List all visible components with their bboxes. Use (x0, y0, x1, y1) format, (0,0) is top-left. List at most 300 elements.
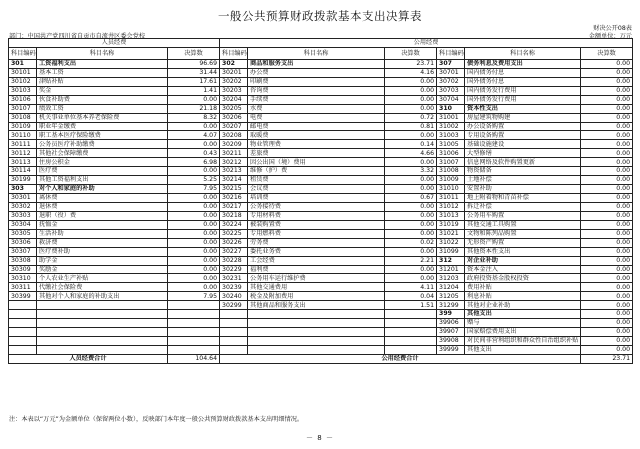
cell-code: 31006 (437, 149, 465, 158)
cell-name: 资本金注入 (465, 265, 581, 274)
table-row (9, 68, 633, 77)
cell-name: 公务用车运行维护费 (248, 274, 385, 283)
cell-amount: 0.00 (385, 211, 437, 220)
cell-amount: 0.00 (581, 220, 633, 229)
cell-name (248, 337, 385, 346)
cell-name: 职业年金缴费 (37, 122, 168, 131)
cell-code: 30310 (9, 274, 37, 283)
cell-code: 30216 (220, 194, 248, 203)
cell-code: 30311 (9, 283, 37, 292)
cell-code: 31003 (437, 131, 465, 140)
table-body (9, 59, 633, 354)
table-row (9, 319, 633, 328)
table-row (9, 86, 633, 95)
cell-code: 30304 (9, 220, 37, 229)
cell-code: 30106 (9, 95, 37, 104)
cell-amount (385, 328, 437, 337)
cell-name: 商品和服务支出 (248, 59, 385, 68)
cell-amount: 6.98 (168, 158, 220, 167)
form-number: 财决公开08表 (593, 25, 632, 32)
cell-amount (168, 328, 220, 337)
cell-name: 办公费 (248, 68, 385, 77)
cell-amount: 0.00 (581, 310, 633, 319)
cell-amount (168, 310, 220, 319)
cell-name: 税金及附加费用 (248, 292, 385, 301)
cell-name: 代缴社会保险费 (37, 283, 168, 292)
cell-name (37, 345, 168, 354)
cell-code: 39906 (437, 319, 465, 328)
cell-code: 30110 (9, 131, 37, 140)
cell-name: 赠与 (465, 319, 581, 328)
cell-amount: 4.07 (168, 131, 220, 140)
cell-code: 31204 (437, 283, 465, 292)
cell-code: 30202 (220, 77, 248, 86)
cell-code: 30212 (220, 158, 248, 167)
cell-name: 其他对企业补助 (465, 301, 581, 310)
cell-name: 委托业务费 (248, 247, 385, 256)
cell-name (248, 328, 385, 337)
cell-amount: 0.00 (385, 95, 437, 104)
cell-name: 利息补贴 (465, 292, 581, 301)
cell-code: 30111 (9, 140, 37, 149)
cell-amount: 0.00 (385, 185, 437, 194)
cell-code: 307 (437, 59, 465, 68)
cell-name: 其他支出 (465, 310, 581, 319)
cell-code: 31205 (437, 292, 465, 301)
cell-name: 绩效工资 (37, 104, 168, 113)
cell-code: 31099 (437, 247, 465, 256)
report-title: 一般公共预算财政拨款基本支出决算表 (218, 9, 422, 23)
public-total-label: 公用经费合计 (220, 354, 581, 363)
cell-name: 其他商品和服务支出 (248, 301, 385, 310)
cell-name: 专用燃料费 (248, 229, 385, 238)
table-row (9, 345, 633, 354)
cell-name: 国外债务付息 (465, 77, 581, 86)
table-row (9, 229, 633, 238)
cell-amount: 0.04 (385, 292, 437, 301)
cell-amount: 0.00 (581, 202, 633, 211)
cell-amount: 0.00 (581, 77, 633, 86)
cell-code (220, 328, 248, 337)
cell-code (9, 345, 37, 354)
cell-code: 30239 (220, 283, 248, 292)
personnel-total-value: 104.64 (168, 354, 220, 363)
cell-name: 工会经费 (248, 256, 385, 265)
public-total-value: 23.71 (581, 354, 633, 363)
table-row (9, 131, 633, 140)
table-row (9, 283, 633, 292)
amount-header: 决算数 (168, 47, 220, 59)
cell-code: 30199 (9, 176, 37, 185)
cell-name: 公务员医疗补助缴费 (37, 140, 168, 149)
cell-amount: 0.00 (581, 283, 633, 292)
cell-code: 31009 (437, 176, 465, 185)
cell-code: 30114 (9, 167, 37, 176)
cell-amount: 21.18 (168, 104, 220, 113)
cell-code: 30204 (220, 95, 248, 104)
table-row (9, 337, 633, 346)
cell-code (220, 337, 248, 346)
cell-code: 30701 (437, 68, 465, 77)
cell-code: 30205 (220, 104, 248, 113)
cell-amount: 0.00 (581, 194, 633, 203)
cell-name: 基础设施建设 (465, 140, 581, 149)
cell-code: 31299 (437, 301, 465, 310)
cell-amount: 0.00 (168, 283, 220, 292)
cell-amount: 0.00 (581, 328, 633, 337)
cell-amount: 4.66 (385, 149, 437, 158)
cell-amount: 0.00 (581, 104, 633, 113)
cell-name: 其他工资福利支出 (37, 176, 168, 185)
cell-code: 39999 (437, 345, 465, 354)
cell-name: 个人农业生产补贴 (37, 274, 168, 283)
cell-amount: 7.95 (168, 185, 220, 194)
cell-amount: 0.00 (581, 140, 633, 149)
cell-code: 31001 (437, 113, 465, 122)
cell-name: 大型修缮 (465, 149, 581, 158)
cell-name: 对个人和家庭的补助 (37, 185, 168, 194)
cell-name: 租赁费 (248, 176, 385, 185)
cell-code: 30218 (220, 211, 248, 220)
cell-name: 其他对个人和家庭的补助支出 (37, 292, 168, 301)
cell-code (9, 328, 37, 337)
cell-amount: 0.00 (385, 77, 437, 86)
cell-code: 30112 (9, 149, 37, 158)
cell-code: 30299 (220, 301, 248, 310)
cell-amount: 0.00 (581, 247, 633, 256)
cell-name: 物业管理费 (248, 140, 385, 149)
table-row (9, 220, 633, 229)
cell-amount: 0.00 (168, 211, 220, 220)
cell-name: 债务利息及费用支出 (465, 59, 581, 68)
cell-amount: 0.00 (581, 337, 633, 346)
cell-code: 31008 (437, 167, 465, 176)
cell-name: 其他支出 (465, 345, 581, 354)
cell-amount: 0.00 (581, 122, 633, 131)
cell-amount: 0.00 (385, 131, 437, 140)
cell-amount: 0.00 (581, 185, 633, 194)
cell-amount: 0.00 (168, 122, 220, 131)
cell-name: 差旅费 (248, 149, 385, 158)
cell-name: 土地补偿 (465, 176, 581, 185)
cell-code: 30108 (9, 113, 37, 122)
amount-header: 决算数 (385, 47, 437, 59)
cell-amount (168, 337, 220, 346)
table-row (9, 59, 633, 68)
cell-amount: 0.00 (385, 265, 437, 274)
cell-code: 312 (437, 256, 465, 265)
table-row (9, 176, 633, 185)
code-header: 科目编码 (9, 47, 37, 59)
cell-name: 专用设备购置 (465, 131, 581, 140)
cell-code: 39908 (437, 337, 465, 346)
cell-amount (168, 301, 220, 310)
cell-code: 30101 (9, 68, 37, 77)
cell-amount: 0.00 (168, 167, 220, 176)
table-row (9, 122, 633, 131)
cell-code: 30225 (220, 229, 248, 238)
cell-code: 31012 (437, 202, 465, 211)
cell-code: 31005 (437, 140, 465, 149)
table-row (9, 328, 633, 337)
cell-name: 福利费 (248, 265, 385, 274)
cell-amount: 17.61 (168, 77, 220, 86)
cell-code: 30213 (220, 167, 248, 176)
table-row (9, 77, 633, 86)
cell-name: 公务用车购置 (465, 211, 581, 220)
code-header: 科目编码 (220, 47, 248, 59)
cell-name (37, 337, 168, 346)
cell-amount: 23.71 (385, 59, 437, 68)
cell-code: 30207 (220, 122, 248, 131)
cell-name: 专用材料费 (248, 211, 385, 220)
cell-name: 对企业补助 (465, 256, 581, 265)
cell-amount (168, 319, 220, 328)
cell-name: 劳务费 (248, 238, 385, 247)
cell-amount: 0.00 (168, 274, 220, 283)
cell-code: 30214 (220, 176, 248, 185)
cell-amount (168, 345, 220, 354)
cell-name: 职工基本医疗保险缴费 (37, 131, 168, 140)
cell-code (220, 345, 248, 354)
cell-code: 30301 (9, 194, 37, 203)
cell-name: 抚恤金 (37, 220, 168, 229)
cell-name: 离休费 (37, 194, 168, 203)
cell-code (220, 319, 248, 328)
cell-amount: 0.00 (581, 211, 633, 220)
cell-code: 30226 (220, 238, 248, 247)
cell-code: 31011 (437, 194, 465, 203)
cell-name: 水费 (248, 104, 385, 113)
amount-header: 决算数 (581, 47, 633, 59)
cell-amount: 0.00 (581, 256, 633, 265)
cell-code: 31021 (437, 229, 465, 238)
cell-amount: 0.00 (581, 113, 633, 122)
cell-name: 医疗费补助 (37, 247, 168, 256)
cell-code: 30231 (220, 274, 248, 283)
cell-code (9, 337, 37, 346)
cell-code: 399 (437, 310, 465, 319)
table-row (9, 185, 633, 194)
cell-amount: 0.43 (168, 149, 220, 158)
cell-amount: 0.00 (581, 238, 633, 247)
cell-amount: 0.00 (168, 220, 220, 229)
cell-code: 30240 (220, 292, 248, 301)
cell-code: 31203 (437, 274, 465, 283)
cell-amount: 0.00 (581, 131, 633, 140)
cell-name: 其他交通费用 (248, 283, 385, 292)
cell-amount: 0.00 (385, 274, 437, 283)
cell-amount: 3.32 (385, 167, 437, 176)
cell-code: 302 (220, 59, 248, 68)
table-row (9, 140, 633, 149)
cell-name: 公务接待费 (248, 202, 385, 211)
cell-amount: 0.00 (581, 292, 633, 301)
cell-code: 31002 (437, 122, 465, 131)
cell-amount: 0.00 (385, 247, 437, 256)
cell-amount: 0.00 (581, 176, 633, 185)
expenditure-table (8, 38, 633, 364)
cell-amount: 0.00 (581, 301, 633, 310)
cell-code: 30109 (9, 122, 37, 131)
cell-code: 310 (437, 104, 465, 113)
cell-code: 31019 (437, 220, 465, 229)
public-section-header: 公用经费 (220, 39, 633, 48)
cell-code: 30201 (220, 68, 248, 77)
cell-amount: 0.81 (385, 122, 437, 131)
cell-amount: 8.32 (168, 113, 220, 122)
cell-amount: 0.00 (168, 247, 220, 256)
cell-name: 信息网络及软件购置更新 (465, 158, 581, 167)
cell-amount: 0.00 (581, 274, 633, 283)
cell-name (37, 319, 168, 328)
cell-amount: 0.00 (385, 158, 437, 167)
cell-name (37, 301, 168, 310)
cell-code: 30703 (437, 86, 465, 95)
cell-name: 资本性支出 (465, 104, 581, 113)
cell-code (9, 310, 37, 319)
cell-code: 30211 (220, 149, 248, 158)
cell-code: 30704 (437, 95, 465, 104)
cell-amount: 31.44 (168, 68, 220, 77)
cell-amount (385, 319, 437, 328)
cell-name: 奖金 (37, 86, 168, 95)
cell-code: 30306 (9, 238, 37, 247)
cell-amount: 0.00 (385, 220, 437, 229)
cell-name: 手续费 (248, 95, 385, 104)
cell-name: 安置补助 (465, 185, 581, 194)
cell-amount: 0.00 (385, 104, 437, 113)
cell-code: 30305 (9, 229, 37, 238)
table-row (9, 202, 633, 211)
table-row (9, 113, 633, 122)
cell-name: 取暖费 (248, 131, 385, 140)
cell-amount: 0.00 (581, 229, 633, 238)
cell-name: 拆迁补偿 (465, 202, 581, 211)
cell-name: 助学金 (37, 256, 168, 265)
cell-code: 30206 (220, 113, 248, 122)
cell-amount (385, 337, 437, 346)
table-row (9, 158, 633, 167)
cell-name: 其他交通工具购置 (465, 220, 581, 229)
name-header: 科目名称 (465, 47, 581, 59)
cell-name: 对民间非营利组织和群众性自治组织补贴 (465, 337, 581, 346)
cell-name: 救济费 (37, 238, 168, 247)
cell-amount: 0.00 (581, 59, 633, 68)
department-label: 部门：中国共产党四川省自贡市自流井区委会党校 (9, 33, 146, 40)
cell-name: 奖励金 (37, 265, 168, 274)
cell-name: 退休费 (37, 202, 168, 211)
table-row (9, 95, 633, 104)
cell-name: 伙食补助费 (37, 95, 168, 104)
cell-code (9, 319, 37, 328)
unit-label: 金额单位：万元 (588, 33, 632, 40)
cell-amount: 0.00 (168, 256, 220, 265)
cell-name: 被装购置费 (248, 220, 385, 229)
cell-name: 培训费 (248, 194, 385, 203)
cell-code: 31022 (437, 238, 465, 247)
cell-name (248, 310, 385, 319)
table-row (9, 167, 633, 176)
table-row (9, 238, 633, 247)
cell-amount: 5.25 (168, 176, 220, 185)
cell-name: 基本工资 (37, 68, 168, 77)
cell-amount: 0.00 (581, 149, 633, 158)
cell-code: 30227 (220, 247, 248, 256)
cell-amount: 1.51 (385, 301, 437, 310)
cell-name: 房屋建筑物购建 (465, 113, 581, 122)
cell-amount: 0.00 (168, 194, 220, 203)
cell-code: 30702 (437, 77, 465, 86)
cell-amount: 0.00 (581, 319, 633, 328)
cell-amount: 0.00 (581, 345, 633, 354)
cell-code (220, 310, 248, 319)
table-row (9, 301, 633, 310)
cell-name: 政府投资基金股权投资 (465, 274, 581, 283)
cell-name: 住房公积金 (37, 158, 168, 167)
table-row (9, 265, 633, 274)
cell-name: 津贴补贴 (37, 77, 168, 86)
cell-name (37, 310, 168, 319)
cell-name: 物资储备 (465, 167, 581, 176)
table-row (9, 274, 633, 283)
name-header: 科目名称 (248, 47, 385, 59)
cell-code: 31007 (437, 158, 465, 167)
cell-code: 30228 (220, 256, 248, 265)
cell-amount: 0.67 (385, 194, 437, 203)
cell-name: 费用补贴 (465, 283, 581, 292)
cell-code: 30309 (9, 265, 37, 274)
cell-code: 30308 (9, 256, 37, 265)
cell-name: 维修（护）费 (248, 167, 385, 176)
cell-amount: 0.14 (385, 140, 437, 149)
cell-name: 国外债务发行费用 (465, 95, 581, 104)
cell-amount: 0.00 (168, 140, 220, 149)
cell-code: 31010 (437, 185, 465, 194)
cell-code: 30208 (220, 131, 248, 140)
cell-amount: 0.00 (581, 86, 633, 95)
cell-name: 医疗费 (37, 167, 168, 176)
cell-code: 30307 (9, 247, 37, 256)
cell-name: 无形资产购置 (465, 238, 581, 247)
cell-amount: 0.00 (581, 158, 633, 167)
cell-name: 电费 (248, 113, 385, 122)
cell-amount: 4.16 (385, 68, 437, 77)
cell-name: 其他资本性支出 (465, 247, 581, 256)
cell-name: 咨询费 (248, 86, 385, 95)
cell-name: 印刷费 (248, 77, 385, 86)
cell-name: 国家赔偿费用支出 (465, 328, 581, 337)
cell-code: 39907 (437, 328, 465, 337)
cell-code: 303 (9, 185, 37, 194)
cell-amount: 0.72 (385, 113, 437, 122)
table-row (9, 149, 633, 158)
cell-code: 30209 (220, 140, 248, 149)
cell-code: 30107 (9, 104, 37, 113)
cell-name: 因公出国（境）费用 (248, 158, 385, 167)
cell-name: 退职（役）费 (37, 211, 168, 220)
cell-name: 地上附着物和青苗补偿 (465, 194, 581, 203)
cell-name: 国内债务付息 (465, 68, 581, 77)
cell-amount: 0.00 (168, 95, 220, 104)
cell-amount: 0.00 (168, 229, 220, 238)
cell-code: 30224 (220, 220, 248, 229)
cell-amount: 0.00 (581, 265, 633, 274)
cell-amount: 0.00 (581, 68, 633, 77)
cell-code: 30399 (9, 292, 37, 301)
table-row (9, 256, 633, 265)
cell-name (37, 328, 168, 337)
